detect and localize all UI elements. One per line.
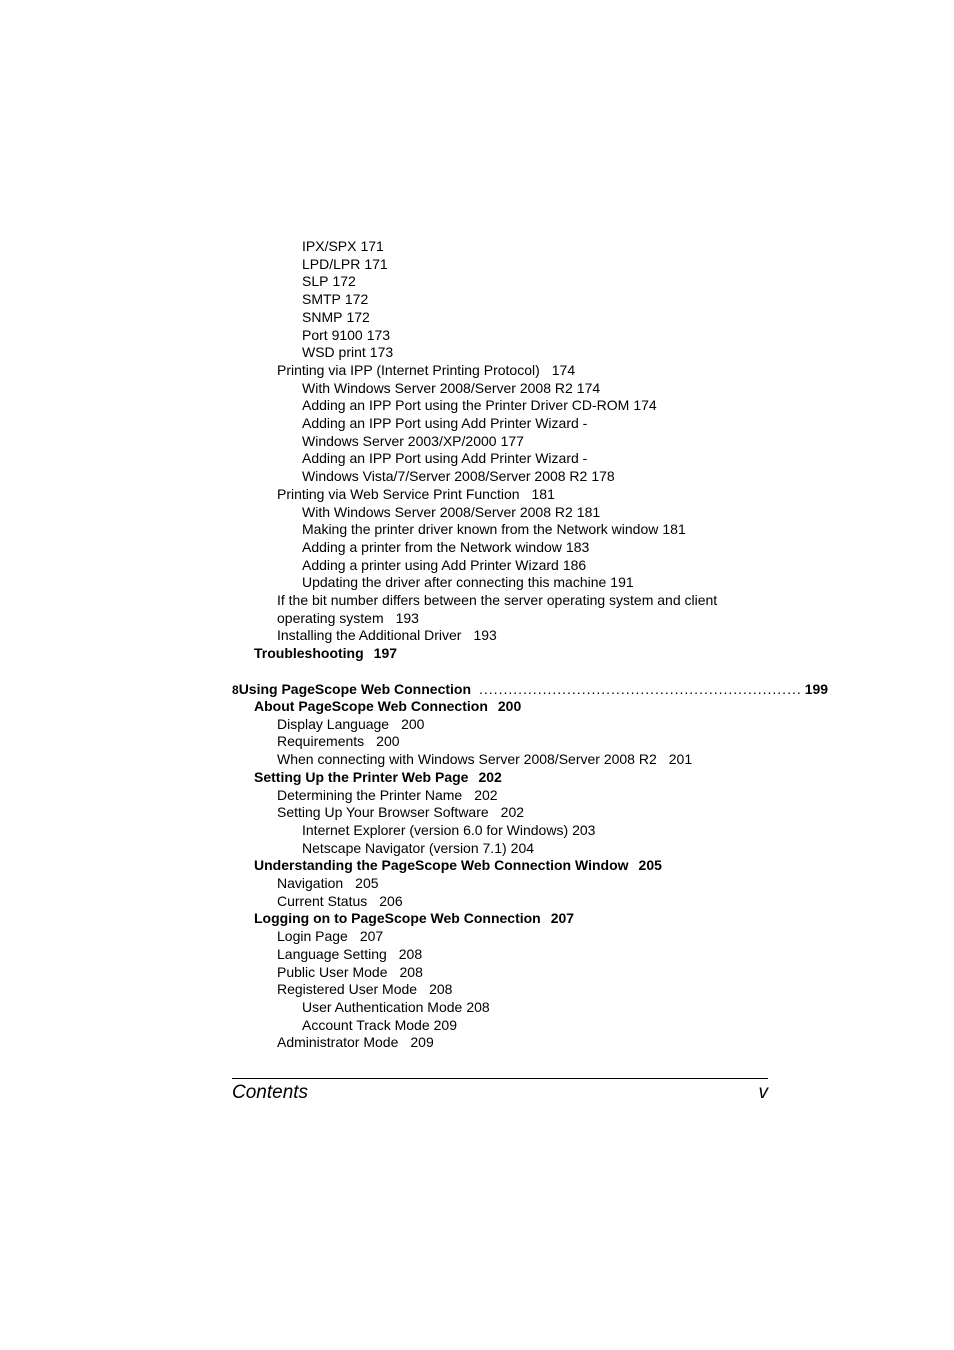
toc-entry[interactable] bbox=[277, 1034, 434, 1051]
toc-entry-page: 173 bbox=[366, 326, 391, 343]
toc-entry[interactable] bbox=[254, 698, 521, 715]
toc-entry-title: Login Page bbox=[277, 928, 348, 945]
toc-entry-page: 193 bbox=[473, 627, 497, 644]
toc-entry-title: Requirements bbox=[277, 733, 365, 750]
toc-entry-title: WSD print bbox=[302, 344, 366, 361]
toc-entry[interactable] bbox=[277, 362, 575, 379]
toc-entry-title: Administrator Mode bbox=[277, 1034, 399, 1051]
toc-entry[interactable] bbox=[302, 840, 534, 857]
toc-entry[interactable] bbox=[277, 733, 400, 750]
toc-entry-title: Understanding the PageScope Web Connection Window bbox=[254, 857, 629, 874]
toc-entry-page: 173 bbox=[369, 344, 394, 361]
toc-entry-title: Installing the Additional Driver bbox=[277, 627, 462, 644]
toc-entry-page: 174 bbox=[633, 397, 657, 414]
toc-entry[interactable] bbox=[277, 751, 692, 768]
toc-entry[interactable] bbox=[277, 592, 717, 609]
toc-entry-title: With Windows Server 2008/Server 2008 R2 bbox=[302, 379, 573, 396]
toc-entry-page: 200 bbox=[401, 715, 425, 732]
toc-entry-page: 181 bbox=[576, 503, 601, 520]
toc-entry-title: Updating the driver after connecting this machine bbox=[302, 574, 607, 591]
toc-entry[interactable] bbox=[302, 521, 686, 538]
toc-entry-title: When connecting with Windows Server 2008/Server 2008 R2 bbox=[277, 751, 657, 768]
toc-entry-page: 207 bbox=[359, 928, 384, 945]
toc-entry-page: 205 bbox=[638, 857, 662, 874]
toc-entry-page: 172 bbox=[346, 308, 370, 325]
toc-entry-page: 171 bbox=[364, 255, 388, 272]
toc-entry[interactable] bbox=[302, 291, 368, 308]
toc-entry[interactable] bbox=[302, 557, 586, 574]
toc-entry-title: Windows Vista/7/Server 2008/Server 2008 R2 bbox=[302, 468, 588, 485]
toc-entry[interactable] bbox=[302, 822, 595, 839]
toc-entry-title: LPD/LPR bbox=[302, 255, 361, 272]
toc-entry-page: 208 bbox=[429, 981, 453, 998]
toc-entry[interactable] bbox=[302, 468, 615, 485]
toc-entry-title: IPX/SPX bbox=[302, 238, 357, 254]
toc-entry-page: 202 bbox=[474, 786, 498, 803]
toc-entry[interactable] bbox=[277, 610, 419, 627]
toc-entry[interactable] bbox=[302, 309, 370, 326]
toc-entry-page: 208 bbox=[398, 945, 423, 962]
toc-entry[interactable] bbox=[277, 716, 424, 733]
toc-entry-page: 174 bbox=[576, 379, 601, 396]
toc-entry-title: Internet Explorer (version 6.0 for Windows) bbox=[302, 821, 569, 838]
toc-entry[interactable] bbox=[277, 893, 403, 910]
toc-entry-title: operating system bbox=[277, 609, 384, 626]
toc-entry-title: Account Track Mode bbox=[302, 1016, 430, 1033]
toc-entry-page: 183 bbox=[565, 538, 590, 555]
toc-entry-page: 202 bbox=[500, 804, 525, 821]
toc-entry-title: With Windows Server 2008/Server 2008 R2 bbox=[302, 503, 573, 520]
toc-entry[interactable] bbox=[302, 238, 384, 255]
toc-entry[interactable] bbox=[302, 327, 390, 344]
toc-entry-page: 209 bbox=[410, 1034, 434, 1051]
toc-entry-page: 171 bbox=[360, 238, 384, 254]
toc-entry-title: SLP bbox=[302, 273, 329, 290]
toc-entry-title: Printing via Web Service Print Function bbox=[277, 485, 520, 502]
toc-entry-page: 203 bbox=[572, 821, 596, 838]
toc-entry-title: About PageScope Web Connection bbox=[254, 698, 488, 714]
toc-entry[interactable] bbox=[302, 504, 600, 521]
toc-entry-title: Current Status bbox=[277, 892, 368, 909]
toc-entry-page: 181 bbox=[662, 521, 686, 538]
toc-entry-page: 201 bbox=[668, 751, 693, 768]
toc-entry[interactable] bbox=[277, 787, 498, 804]
toc-entry-title: Troubleshooting bbox=[254, 645, 364, 662]
toc-entry[interactable] bbox=[302, 273, 356, 290]
toc-entry-title: Adding a printer from the Network window bbox=[302, 538, 562, 555]
toc-entry-title: Adding an IPP Port using Add Printer Wizard - bbox=[302, 450, 588, 467]
toc-entry-title: Adding an IPP Port using the Printer Driver CD-ROM bbox=[302, 397, 630, 414]
toc-entry[interactable] bbox=[302, 256, 388, 273]
toc-entry-title: Port 9100 bbox=[302, 326, 363, 343]
toc-entry-title: User Authentication Mode bbox=[302, 998, 463, 1015]
toc-entry[interactable] bbox=[277, 804, 524, 821]
toc-entry-title: Public User Mode bbox=[277, 963, 388, 980]
footer-divider bbox=[232, 1078, 768, 1079]
toc-entry[interactable] bbox=[302, 539, 589, 556]
toc-entry[interactable] bbox=[254, 857, 662, 874]
toc-entry-title: Setting Up Your Browser Software bbox=[277, 804, 489, 821]
toc-entry-page: 208 bbox=[399, 963, 423, 980]
toc-entry-title: Registered User Mode bbox=[277, 981, 418, 998]
chapter-title: Using PageScope Web Connection bbox=[238, 681, 472, 697]
toc-entry[interactable] bbox=[302, 450, 587, 467]
footer-page-number: v bbox=[758, 1082, 768, 1103]
toc-entry-title: Windows Server 2003/XP/2000 bbox=[302, 432, 497, 449]
toc-entry-title: Logging on to PageScope Web Connection bbox=[254, 910, 541, 927]
toc-entry[interactable] bbox=[254, 645, 397, 662]
toc-entry[interactable] bbox=[277, 964, 423, 981]
chapter-number: 8 bbox=[232, 683, 239, 697]
toc-entry-page: 200 bbox=[376, 733, 400, 750]
toc-entry-page: 181 bbox=[531, 485, 555, 502]
toc-entry-page: 208 bbox=[466, 998, 490, 1015]
toc-entry[interactable] bbox=[277, 627, 497, 644]
toc-entry[interactable] bbox=[277, 875, 379, 892]
toc-entry-title: Netscape Navigator (version 7.1) bbox=[302, 839, 507, 856]
toc-entry[interactable] bbox=[302, 574, 634, 591]
toc-entry[interactable] bbox=[254, 910, 574, 927]
toc-entry-title: If the bit number differs between the server operating system and client bbox=[277, 592, 718, 608]
toc-entry-title: Language Setting bbox=[277, 945, 387, 962]
toc-entry-page: 209 bbox=[433, 1016, 457, 1033]
chapter-leader-dots: .................................................................. bbox=[479, 681, 802, 697]
toc-entry[interactable] bbox=[302, 344, 393, 361]
toc-entry[interactable] bbox=[277, 946, 422, 963]
toc-entry-title: SMTP bbox=[302, 291, 341, 308]
toc-entry[interactable] bbox=[254, 769, 502, 786]
toc-entry-title: Setting Up the Printer Web Page bbox=[254, 768, 469, 785]
chapter-heading[interactable] bbox=[232, 681, 829, 699]
toc-entry-page: 172 bbox=[332, 273, 356, 290]
toc-entry-page: 178 bbox=[591, 468, 615, 485]
toc-entry-page: 202 bbox=[478, 768, 502, 785]
toc-entry-page: 174 bbox=[551, 361, 576, 378]
toc-entry[interactable] bbox=[277, 981, 452, 998]
chapter-page: 199 bbox=[804, 681, 829, 697]
toc-entry[interactable] bbox=[302, 380, 600, 397]
toc-entry[interactable] bbox=[277, 928, 383, 945]
toc-entry-page: 186 bbox=[562, 556, 587, 573]
footer-title: Contents bbox=[232, 1082, 309, 1103]
toc-entry[interactable] bbox=[302, 999, 490, 1016]
toc-entry[interactable] bbox=[302, 397, 657, 414]
toc-entry-title: Adding a printer using Add Printer Wizard bbox=[302, 556, 559, 573]
toc-entry[interactable] bbox=[302, 433, 524, 450]
toc-entry-title: SNMP bbox=[302, 308, 343, 325]
toc-entry-page: 204 bbox=[510, 839, 535, 856]
toc-entry[interactable] bbox=[302, 1017, 457, 1034]
toc-entry-title: Navigation bbox=[277, 875, 344, 891]
toc-entry-page: 172 bbox=[344, 291, 369, 308]
toc-entry[interactable] bbox=[277, 486, 555, 503]
toc-entry[interactable] bbox=[302, 415, 587, 432]
toc-entry-page: 200 bbox=[497, 698, 522, 714]
toc-entry-page: 191 bbox=[610, 574, 634, 591]
toc-entry-page: 177 bbox=[500, 432, 524, 449]
toc-entry-page: 206 bbox=[379, 892, 403, 909]
toc-entry-title: Determining the Printer Name bbox=[277, 786, 463, 803]
toc-entry-page: 205 bbox=[355, 875, 379, 891]
toc-entry-title: Making the printer driver known from the Network window bbox=[302, 521, 659, 538]
toc-entry-title: Adding an IPP Port using Add Printer Wizard - bbox=[302, 415, 588, 431]
toc-entry-page: 193 bbox=[395, 609, 419, 626]
toc-entry-page: 207 bbox=[550, 910, 575, 927]
toc-entry-title: Printing via IPP (Internet Printing Protocol) bbox=[277, 361, 540, 378]
toc-entry-page: 197 bbox=[373, 645, 398, 662]
toc-entry-title: Display Language bbox=[277, 715, 390, 732]
